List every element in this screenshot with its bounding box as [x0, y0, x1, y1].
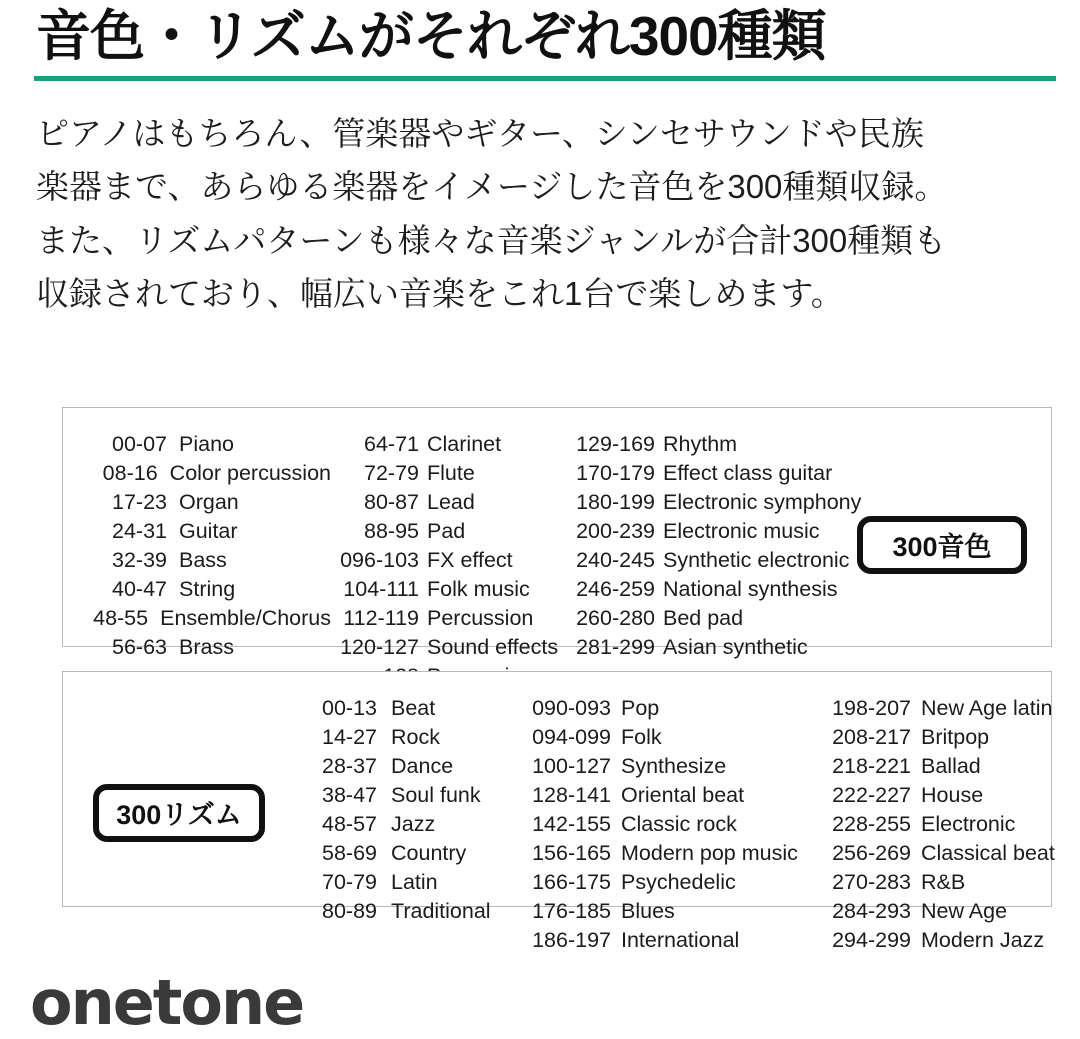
tone-range: 129-169 — [576, 431, 655, 456]
rhythm-name: Jazz — [391, 811, 436, 836]
tone-name: Effect class guitar — [663, 460, 833, 485]
list-item — [521, 723, 821, 752]
tone-range: 72-79 — [364, 460, 419, 485]
rhythm-name: Beat — [391, 695, 436, 720]
list-item — [303, 752, 521, 781]
list-item — [521, 839, 821, 868]
list-item — [821, 868, 1071, 897]
list-item — [91, 430, 331, 459]
list-item — [821, 694, 1071, 723]
rhythm-range: 128-141 — [532, 782, 611, 807]
list-item — [821, 723, 1071, 752]
tone-range: 170-179 — [576, 460, 655, 485]
rhythm-name: Classical beat — [921, 840, 1055, 865]
tone-range: 32-39 — [112, 547, 167, 572]
rhythm-range: 198-207 — [832, 695, 911, 720]
list-item — [91, 459, 331, 488]
rhythm-name: Synthesize — [621, 753, 727, 778]
tone-name: Flute — [427, 460, 475, 485]
description-paragraph — [36, 107, 1056, 321]
rhythm-range: 186-197 — [532, 927, 611, 952]
rhythm-list-panel — [62, 671, 1055, 952]
rhythm-range: 228-255 — [832, 811, 911, 836]
list-item — [303, 723, 521, 752]
tone-name: Sound effects — [427, 634, 559, 659]
list-item — [821, 752, 1071, 781]
rhythm-range: 142-155 — [532, 811, 611, 836]
rhythm-name: Classic rock — [621, 811, 737, 836]
rhythm-columns — [303, 694, 1071, 955]
rhythm-name: Oriental beat — [621, 782, 745, 807]
list-item — [331, 430, 563, 459]
list-item — [331, 575, 563, 604]
list-item — [563, 459, 863, 488]
tone-range: 112-119 — [343, 605, 419, 630]
rhythm-range: 270-283 — [832, 869, 911, 894]
rhythm-name: Rock — [391, 724, 440, 749]
tone-column — [91, 430, 331, 691]
tone-name: Lead — [427, 489, 475, 514]
rhythm-range: 28-37 — [322, 753, 377, 778]
tone-range: 08-16 — [102, 460, 158, 485]
rhythm-range: 294-299 — [832, 927, 911, 952]
title-underline-rule — [34, 76, 1056, 81]
tone-range: 096-103 — [340, 547, 419, 572]
tone-name: Color percussion — [169, 460, 331, 485]
rhythm-name: Latin — [391, 869, 438, 894]
rhythm-name: Britpop — [921, 724, 990, 749]
rhythm-range: 176-185 — [532, 898, 611, 923]
rhythm-range: 48-57 — [322, 811, 377, 836]
list-item — [563, 517, 863, 546]
tone-range: 00-07 — [112, 431, 167, 456]
tone-range: 48-55 — [93, 605, 149, 630]
rhythm-name: Soul funk — [391, 782, 481, 807]
rhythm-range: 256-269 — [832, 840, 911, 865]
list-item — [563, 633, 863, 662]
tone-name: Rhythm — [663, 431, 738, 456]
list-item — [331, 604, 563, 633]
tone-name: Percussion — [427, 605, 534, 630]
rhythm-range: 222-227 — [832, 782, 911, 807]
rhythm-range: 14-27 — [322, 724, 377, 749]
list-item — [331, 633, 563, 662]
tone-name: Ensemble/Chorus — [160, 605, 331, 630]
rhythm-range: 00-13 — [322, 695, 377, 720]
page-title: 音色・リズムがそれぞれ300種類 — [36, 5, 826, 67]
tone-column — [331, 430, 563, 691]
tone-range: 246-259 — [576, 576, 655, 601]
tone-columns — [91, 430, 863, 691]
tone-name: Pad — [427, 518, 466, 543]
list-item — [331, 546, 563, 575]
rhythm-range: 100-127 — [532, 753, 611, 778]
list-item — [563, 604, 863, 633]
rhythm-name: Traditional — [391, 898, 491, 923]
rhythm-name: International — [621, 927, 740, 952]
tone-name: Piano — [179, 431, 234, 456]
list-item — [521, 810, 821, 839]
rhythm-name: Psychedelic — [621, 869, 736, 894]
rhythm-name: Ballad — [921, 753, 981, 778]
list-item — [521, 781, 821, 810]
rhythm-range: 156-165 — [532, 840, 611, 865]
list-item — [331, 517, 563, 546]
description-line: ピアノはもちろん、管楽器やギター、シンセサウンドや民族 — [36, 114, 924, 152]
tone-name: Organ — [179, 489, 239, 514]
rhythm-range: 166-175 — [532, 869, 611, 894]
rhythm-range: 80-89 — [322, 898, 377, 923]
rhythm-name: Folk — [621, 724, 662, 749]
tone-range: 120-127 — [340, 634, 419, 659]
list-item — [91, 546, 331, 575]
rhythm-column — [521, 694, 821, 955]
list-item — [521, 752, 821, 781]
tone-range: 80-87 — [364, 489, 419, 514]
rhythm-range: 218-221 — [832, 753, 911, 778]
description-line: 収録されており、幅広い音楽をこれ1台で楽しめます。 — [36, 275, 844, 313]
list-item — [563, 488, 863, 517]
rhythm-column — [821, 694, 1071, 955]
tone-range: 180-199 — [576, 489, 655, 514]
tone-range: 17-23 — [112, 489, 167, 514]
tone-range: 56-63 — [112, 634, 167, 659]
rhythm-range: 208-217 — [832, 724, 911, 749]
list-item — [303, 839, 521, 868]
tone-name: Brass — [179, 634, 234, 659]
list-item — [91, 517, 331, 546]
list-item — [821, 810, 1071, 839]
rhythm-name: House — [921, 782, 984, 807]
tone-range: 104-111 — [343, 576, 419, 601]
tone-range: 281-299 — [576, 634, 655, 659]
tone-name: FX effect — [427, 547, 513, 572]
list-item — [821, 781, 1071, 810]
tone-name: Electronic symphony — [663, 489, 862, 514]
tone-name: Electronic music — [663, 518, 820, 543]
list-item — [521, 897, 821, 926]
rhythm-range: 094-099 — [532, 724, 611, 749]
list-item — [821, 897, 1071, 926]
list-item — [521, 694, 821, 723]
tone-name: Bass — [179, 547, 227, 572]
tone-name: Clarinet — [427, 431, 502, 456]
rhythm-range: 090-093 — [532, 695, 611, 720]
tone-name: Guitar — [179, 518, 238, 543]
list-item — [303, 694, 521, 723]
list-item — [521, 926, 821, 955]
list-item — [821, 926, 1071, 955]
tone-range: 64-71 — [364, 431, 419, 456]
list-item — [331, 459, 563, 488]
tone-count-badge: 300音色 — [857, 516, 1027, 574]
rhythm-name: R&B — [921, 869, 966, 894]
rhythm-name: New Age latin — [921, 695, 1053, 720]
rhythm-range: 284-293 — [832, 898, 911, 923]
tone-range: 240-245 — [576, 547, 655, 572]
description-line: 楽器まで、あらゆる楽器をイメージした音色を300種類収録。 — [36, 168, 948, 206]
tone-range: 40-47 — [112, 576, 167, 601]
rhythm-name: Electronic — [921, 811, 1016, 836]
rhythm-name: Dance — [391, 753, 454, 778]
tone-name: Folk music — [427, 576, 530, 601]
tone-range: 260-280 — [576, 605, 655, 630]
list-item — [821, 839, 1071, 868]
rhythm-count-badge: 300リズム — [93, 784, 265, 842]
rhythm-column — [303, 694, 521, 955]
description-line: また、リズムパターンも様々な音楽ジャンルが合計300種類も — [36, 221, 947, 259]
tone-name: Synthetic electronic — [663, 547, 850, 572]
tone-column — [563, 430, 863, 691]
tone-name: National synthesis — [663, 576, 838, 601]
list-item — [91, 488, 331, 517]
rhythm-name: Modern Jazz — [921, 927, 1045, 952]
tone-name: Asian synthetic — [663, 634, 808, 659]
rhythm-range: 58-69 — [322, 840, 377, 865]
tone-list-panel — [62, 407, 1052, 659]
tone-range: 24-31 — [112, 518, 167, 543]
list-item — [303, 810, 521, 839]
brand-logo: onetone — [30, 966, 304, 1039]
rhythm-name: Pop — [621, 695, 660, 720]
rhythm-name: Blues — [621, 898, 675, 923]
tone-name: String — [179, 576, 236, 601]
tone-range: 88-95 — [364, 518, 419, 543]
list-item — [331, 488, 563, 517]
list-item — [563, 546, 863, 575]
list-item — [563, 430, 863, 459]
rhythm-name: Country — [391, 840, 467, 865]
rhythm-range: 70-79 — [322, 869, 377, 894]
rhythm-name: Modern pop music — [621, 840, 798, 865]
tone-range: 200-239 — [576, 518, 655, 543]
tone-name: Bed pad — [663, 605, 744, 630]
list-item — [91, 604, 331, 633]
rhythm-name: New Age — [921, 898, 1008, 923]
rhythm-range: 38-47 — [322, 782, 377, 807]
list-item — [521, 868, 821, 897]
list-item — [91, 633, 331, 662]
list-item — [91, 575, 331, 604]
list-item — [303, 781, 521, 810]
list-item — [303, 897, 521, 926]
list-item — [303, 868, 521, 897]
list-item — [563, 575, 863, 604]
